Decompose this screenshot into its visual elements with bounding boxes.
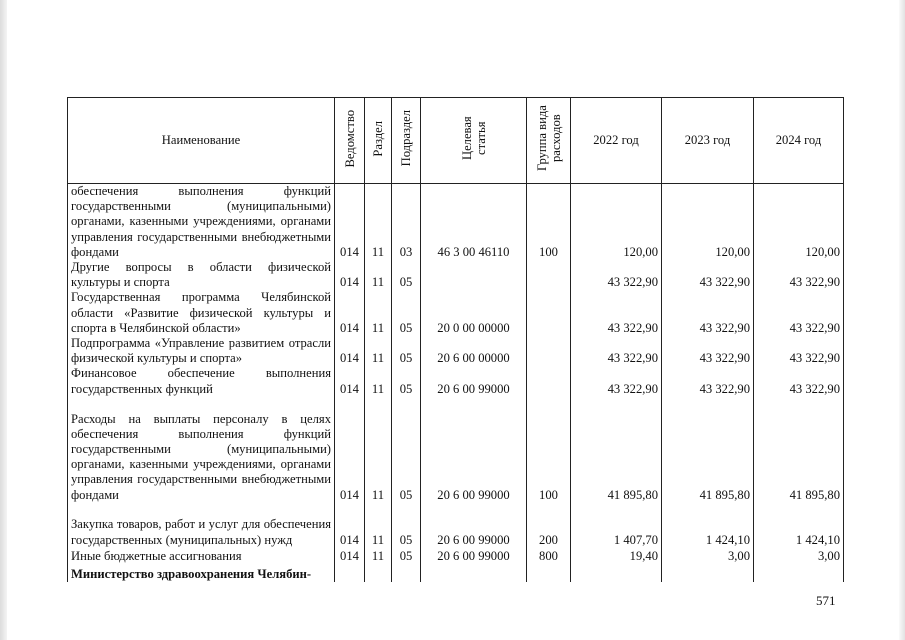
header-podrazdel: Подраздел	[392, 98, 421, 184]
row-2023: 120,00	[662, 184, 754, 261]
row-2023: 43 322,90	[662, 366, 754, 396]
row-podrazdel: 05	[392, 290, 421, 336]
row-name: Иные бюджетные ассигнования	[68, 548, 335, 564]
row-target	[421, 564, 527, 582]
row-group	[527, 366, 571, 396]
table-row	[68, 260, 844, 290]
row-target: 20 6 00 00000	[421, 336, 527, 366]
row-podrazdel: 05	[392, 366, 421, 396]
row-2023: 43 322,90	[662, 290, 754, 336]
row-2024: 120,00	[754, 184, 844, 261]
header-group: Группа вида расходов	[527, 98, 571, 184]
row-target: 20 0 00 00000	[421, 290, 527, 336]
row-target: 20 6 00 99000	[421, 548, 527, 564]
row-vedomstvo: 014	[335, 260, 365, 290]
row-target: 46 3 00 46110	[421, 184, 527, 261]
table-row	[68, 503, 844, 548]
row-vedomstvo: 014	[335, 336, 365, 366]
header-vedomstvo: Ведомство	[335, 98, 365, 184]
row-podrazdel: 05	[392, 548, 421, 564]
row-razdel: 11	[365, 548, 392, 564]
row-2024: 43 322,90	[754, 290, 844, 336]
row-2022: 43 322,90	[571, 260, 662, 290]
row-2022: 120,00	[571, 184, 662, 261]
row-razdel: 11	[365, 260, 392, 290]
page-number: 571	[816, 593, 836, 608]
row-podrazdel: 05	[392, 397, 421, 503]
row-2024: 43 322,90	[754, 336, 844, 366]
row-group: 100	[527, 184, 571, 261]
row-group	[527, 290, 571, 336]
row-2022: 43 322,90	[571, 290, 662, 336]
scan-edge-left	[0, 0, 7, 640]
row-group: 800	[527, 548, 571, 564]
table-row	[68, 336, 844, 366]
row-2024: 41 895,80	[754, 397, 844, 503]
row-name: Финансовое обеспечение выполнения государственных функций	[68, 366, 335, 396]
header-name: Наименование	[68, 98, 335, 184]
row-2023: 43 322,90	[662, 336, 754, 366]
row-razdel: 11	[365, 184, 392, 261]
header-2024: 2024 год	[754, 98, 844, 184]
row-razdel: 11	[365, 366, 392, 396]
row-2022: 43 322,90	[571, 366, 662, 396]
row-2022: 41 895,80	[571, 397, 662, 503]
row-group	[527, 336, 571, 366]
row-name: обеспечения выполнения функций государственными (муниципальными) органами, казенными учреждениями, органами управления государственными внебюджетными фондами	[68, 184, 335, 261]
header-2022: 2022 год	[571, 98, 662, 184]
row-2024: 1 424,10	[754, 503, 844, 548]
row-podrazdel: 03	[392, 184, 421, 261]
table-body	[68, 184, 844, 582]
budget-table	[67, 97, 844, 582]
row-2023	[662, 564, 754, 582]
scan-edge-right	[899, 0, 905, 640]
row-razdel	[365, 564, 392, 582]
row-2022: 1 407,70	[571, 503, 662, 548]
row-vedomstvo	[335, 564, 365, 582]
table-row	[68, 290, 844, 336]
row-podrazdel: 05	[392, 336, 421, 366]
row-2024: 3,00	[754, 548, 844, 564]
header-target: Целевая статья	[421, 98, 527, 184]
row-target: 20 6 00 99000	[421, 503, 527, 548]
row-group	[527, 564, 571, 582]
row-vedomstvo: 014	[335, 366, 365, 396]
row-2023: 1 424,10	[662, 503, 754, 548]
header-razdel: Раздел	[365, 98, 392, 184]
row-2023: 3,00	[662, 548, 754, 564]
row-podrazdel: 05	[392, 503, 421, 548]
header-2023: 2023 год	[662, 98, 754, 184]
row-name: Подпрограмма «Управление развитием отрасли физической культуры и спорта»	[68, 336, 335, 366]
row-razdel: 11	[365, 290, 392, 336]
row-target: 20 6 00 99000	[421, 366, 527, 396]
row-group	[527, 260, 571, 290]
row-vedomstvo: 014	[335, 184, 365, 261]
table-row	[68, 564, 844, 582]
row-2024: 43 322,90	[754, 366, 844, 396]
row-2023: 41 895,80	[662, 397, 754, 503]
table-row	[68, 548, 844, 564]
table-header-row	[68, 98, 844, 184]
row-2022: 43 322,90	[571, 336, 662, 366]
row-name: Министерство здравоохранения Челябин-	[68, 564, 335, 582]
row-2024	[754, 564, 844, 582]
row-name: Расходы на выплаты персоналу в целях обеспечения выполнения функций государственными (муниципальными) органами, казенными учреждениями, органами управления государственными внебюджетными фондами	[68, 397, 335, 503]
row-vedomstvo: 014	[335, 548, 365, 564]
row-vedomstvo: 014	[335, 290, 365, 336]
table-row	[68, 184, 844, 261]
row-2022: 19,40	[571, 548, 662, 564]
table-row	[68, 366, 844, 396]
row-group: 200	[527, 503, 571, 548]
row-razdel: 11	[365, 503, 392, 548]
row-2023: 43 322,90	[662, 260, 754, 290]
row-name: Государственная программа Челябинской области «Развитие физической культуры и спорта в Челябинской области»	[68, 290, 335, 336]
row-target	[421, 260, 527, 290]
row-name: Закупка товаров, работ и услуг для обеспечения государственных (муниципальных) нужд	[68, 503, 335, 548]
row-podrazdel: 05	[392, 260, 421, 290]
row-razdel: 11	[365, 397, 392, 503]
row-target: 20 6 00 99000	[421, 397, 527, 503]
row-group: 100	[527, 397, 571, 503]
row-2024: 43 322,90	[754, 260, 844, 290]
row-razdel: 11	[365, 336, 392, 366]
row-vedomstvo: 014	[335, 503, 365, 548]
row-2022	[571, 564, 662, 582]
row-vedomstvo: 014	[335, 397, 365, 503]
row-name: Другие вопросы в области физической культуры и спорта	[68, 260, 335, 290]
row-podrazdel	[392, 564, 421, 582]
table-row	[68, 397, 844, 503]
